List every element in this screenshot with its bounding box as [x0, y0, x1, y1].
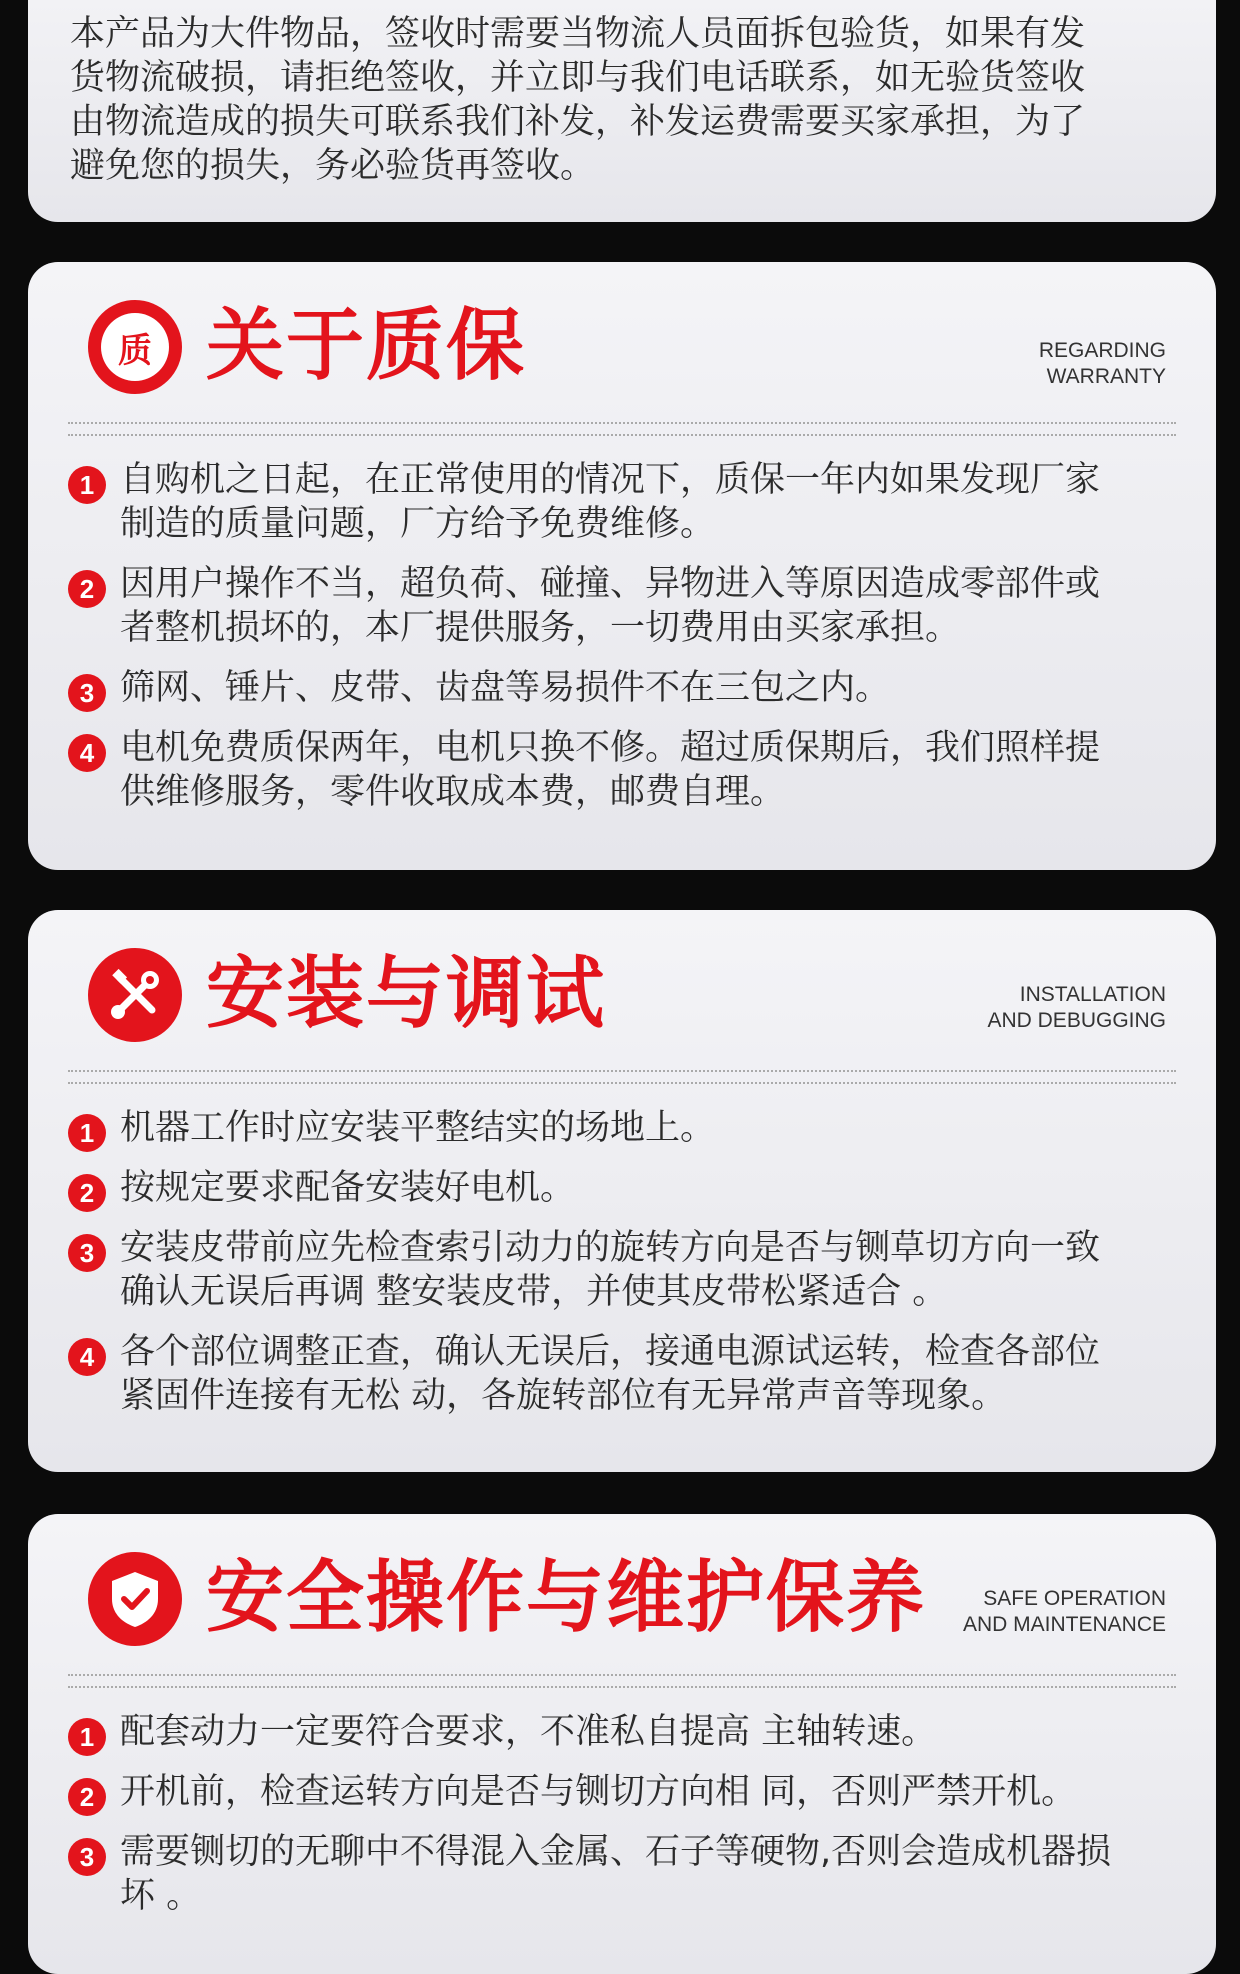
- item-text: 安装皮带前应先检查索引动力的旋转方向是否与铡草切方向一致: [120, 1228, 1101, 1268]
- item-text: 筛网、锤片、皮带、齿盘等易损件不在三包之内。: [120, 668, 891, 708]
- warranty-section: [28, 262, 1216, 870]
- list-item: [68, 1226, 1198, 1314]
- item-number: 2: [68, 570, 106, 608]
- section-subtitle-en: [1039, 338, 1166, 390]
- list-item: [68, 562, 1198, 650]
- safety-section: [28, 1514, 1216, 1974]
- list-item: [68, 1710, 1198, 1754]
- section-subtitle-en: [987, 982, 1166, 1034]
- section-title: 安全操作与维护保养: [206, 1553, 927, 1643]
- logistics-notice-card: [28, 0, 1216, 222]
- notice-line: 货物流破损，请拒绝签收，并立即与我们电话联系，如无验货签收: [70, 58, 1086, 98]
- item-text: 确认无误后再调 整安装皮带，并使其皮带松紧适合 。: [120, 1272, 948, 1312]
- safety-list: [68, 1710, 1198, 1934]
- item-number: 4: [68, 734, 106, 772]
- subtitle-line: REGARDING: [1038, 339, 1166, 362]
- shield-check-icon: [88, 1552, 182, 1646]
- subtitle-line: WARRANTY: [1046, 365, 1166, 388]
- item-number: 1: [68, 466, 106, 504]
- list-item: [68, 726, 1198, 814]
- item-text: 供维修服务，零件收取成本费，邮费自理。: [120, 772, 786, 812]
- list-item: [68, 458, 1198, 546]
- item-text: 者整机损坏的，本厂提供服务，一切费用由买家承担。: [120, 608, 961, 648]
- item-text: 配套动力一定要符合要求，不准私自提高 主轴转速。: [120, 1712, 937, 1752]
- subtitle-line: SAFE OPERATION: [983, 1587, 1166, 1610]
- dotted-divider: [68, 1674, 1176, 1688]
- item-text: 坏 。: [120, 1876, 202, 1916]
- notice-line: 本产品为大件物品，签收时需要当物流人员面拆包验货，如果有发: [70, 14, 1086, 54]
- installation-section: [28, 910, 1216, 1472]
- item-text: 紧固件连接有无松 动，各旋转部位有无异常声音等现象。: [120, 1376, 1007, 1416]
- item-text: 各个部位调整正查，确认无误后，接通电源试运转，检查各部位: [120, 1332, 1101, 1372]
- item-number: 3: [68, 674, 106, 712]
- item-text: 自购机之日起，在正常使用的情况下，质保一年内如果发现厂家: [120, 460, 1101, 500]
- notice-line: 避免您的损失，务必验货再签收。: [70, 146, 596, 186]
- list-item: [68, 1830, 1198, 1918]
- logistics-notice-text: [70, 12, 1180, 188]
- dotted-divider: [68, 1070, 1176, 1084]
- quality-icon: [88, 300, 182, 394]
- item-text: 开机前，检查运转方向是否与铡切方向相 同，否则严禁开机。: [120, 1772, 1077, 1812]
- item-text: 机器工作时应安装平整结实的场地上。: [120, 1108, 716, 1148]
- item-text: 电机免费质保两年，电机只换不修。超过质保期后，我们照样提: [120, 728, 1101, 768]
- item-number: 3: [68, 1234, 106, 1272]
- list-item: [68, 1330, 1198, 1418]
- list-item: [68, 1106, 1198, 1150]
- item-number: 4: [68, 1338, 106, 1376]
- item-number: 3: [68, 1838, 106, 1876]
- dotted-divider: [68, 422, 1176, 436]
- item-text: 按规定要求配备安装好电机。: [120, 1168, 576, 1208]
- quality-icon-label: 质: [118, 330, 152, 371]
- item-number: 2: [68, 1174, 106, 1212]
- item-number: 1: [68, 1718, 106, 1756]
- subtitle-line: INSTALLATION: [1019, 983, 1166, 1006]
- notice-line: 由物流造成的损失可联系我们补发，补发运费需要买家承担，为了: [70, 102, 1086, 142]
- list-item: [68, 1770, 1198, 1814]
- item-number: 1: [68, 1114, 106, 1152]
- item-text: 制造的质量问题，厂方给予免费维修。: [120, 504, 716, 544]
- tools-icon: [88, 948, 182, 1042]
- installation-list: [68, 1106, 1198, 1434]
- list-item: [68, 1166, 1198, 1210]
- section-title: 关于质保: [206, 301, 527, 391]
- subtitle-line: AND DEBUGGING: [987, 1009, 1166, 1032]
- subtitle-line: AND MAINTENANCE: [962, 1613, 1166, 1636]
- item-number: 2: [68, 1778, 106, 1816]
- warranty-list: [68, 458, 1198, 830]
- list-item: [68, 666, 1198, 710]
- item-text: 需要铡切的无聊中不得混入金属、石子等硬物,否则会造成机器损: [120, 1832, 1112, 1872]
- item-text: 因用户操作不当，超负荷、碰撞、异物进入等原因造成零部件或: [120, 564, 1101, 604]
- section-subtitle-en: [963, 1586, 1166, 1638]
- section-title: 安装与调试: [206, 949, 607, 1039]
